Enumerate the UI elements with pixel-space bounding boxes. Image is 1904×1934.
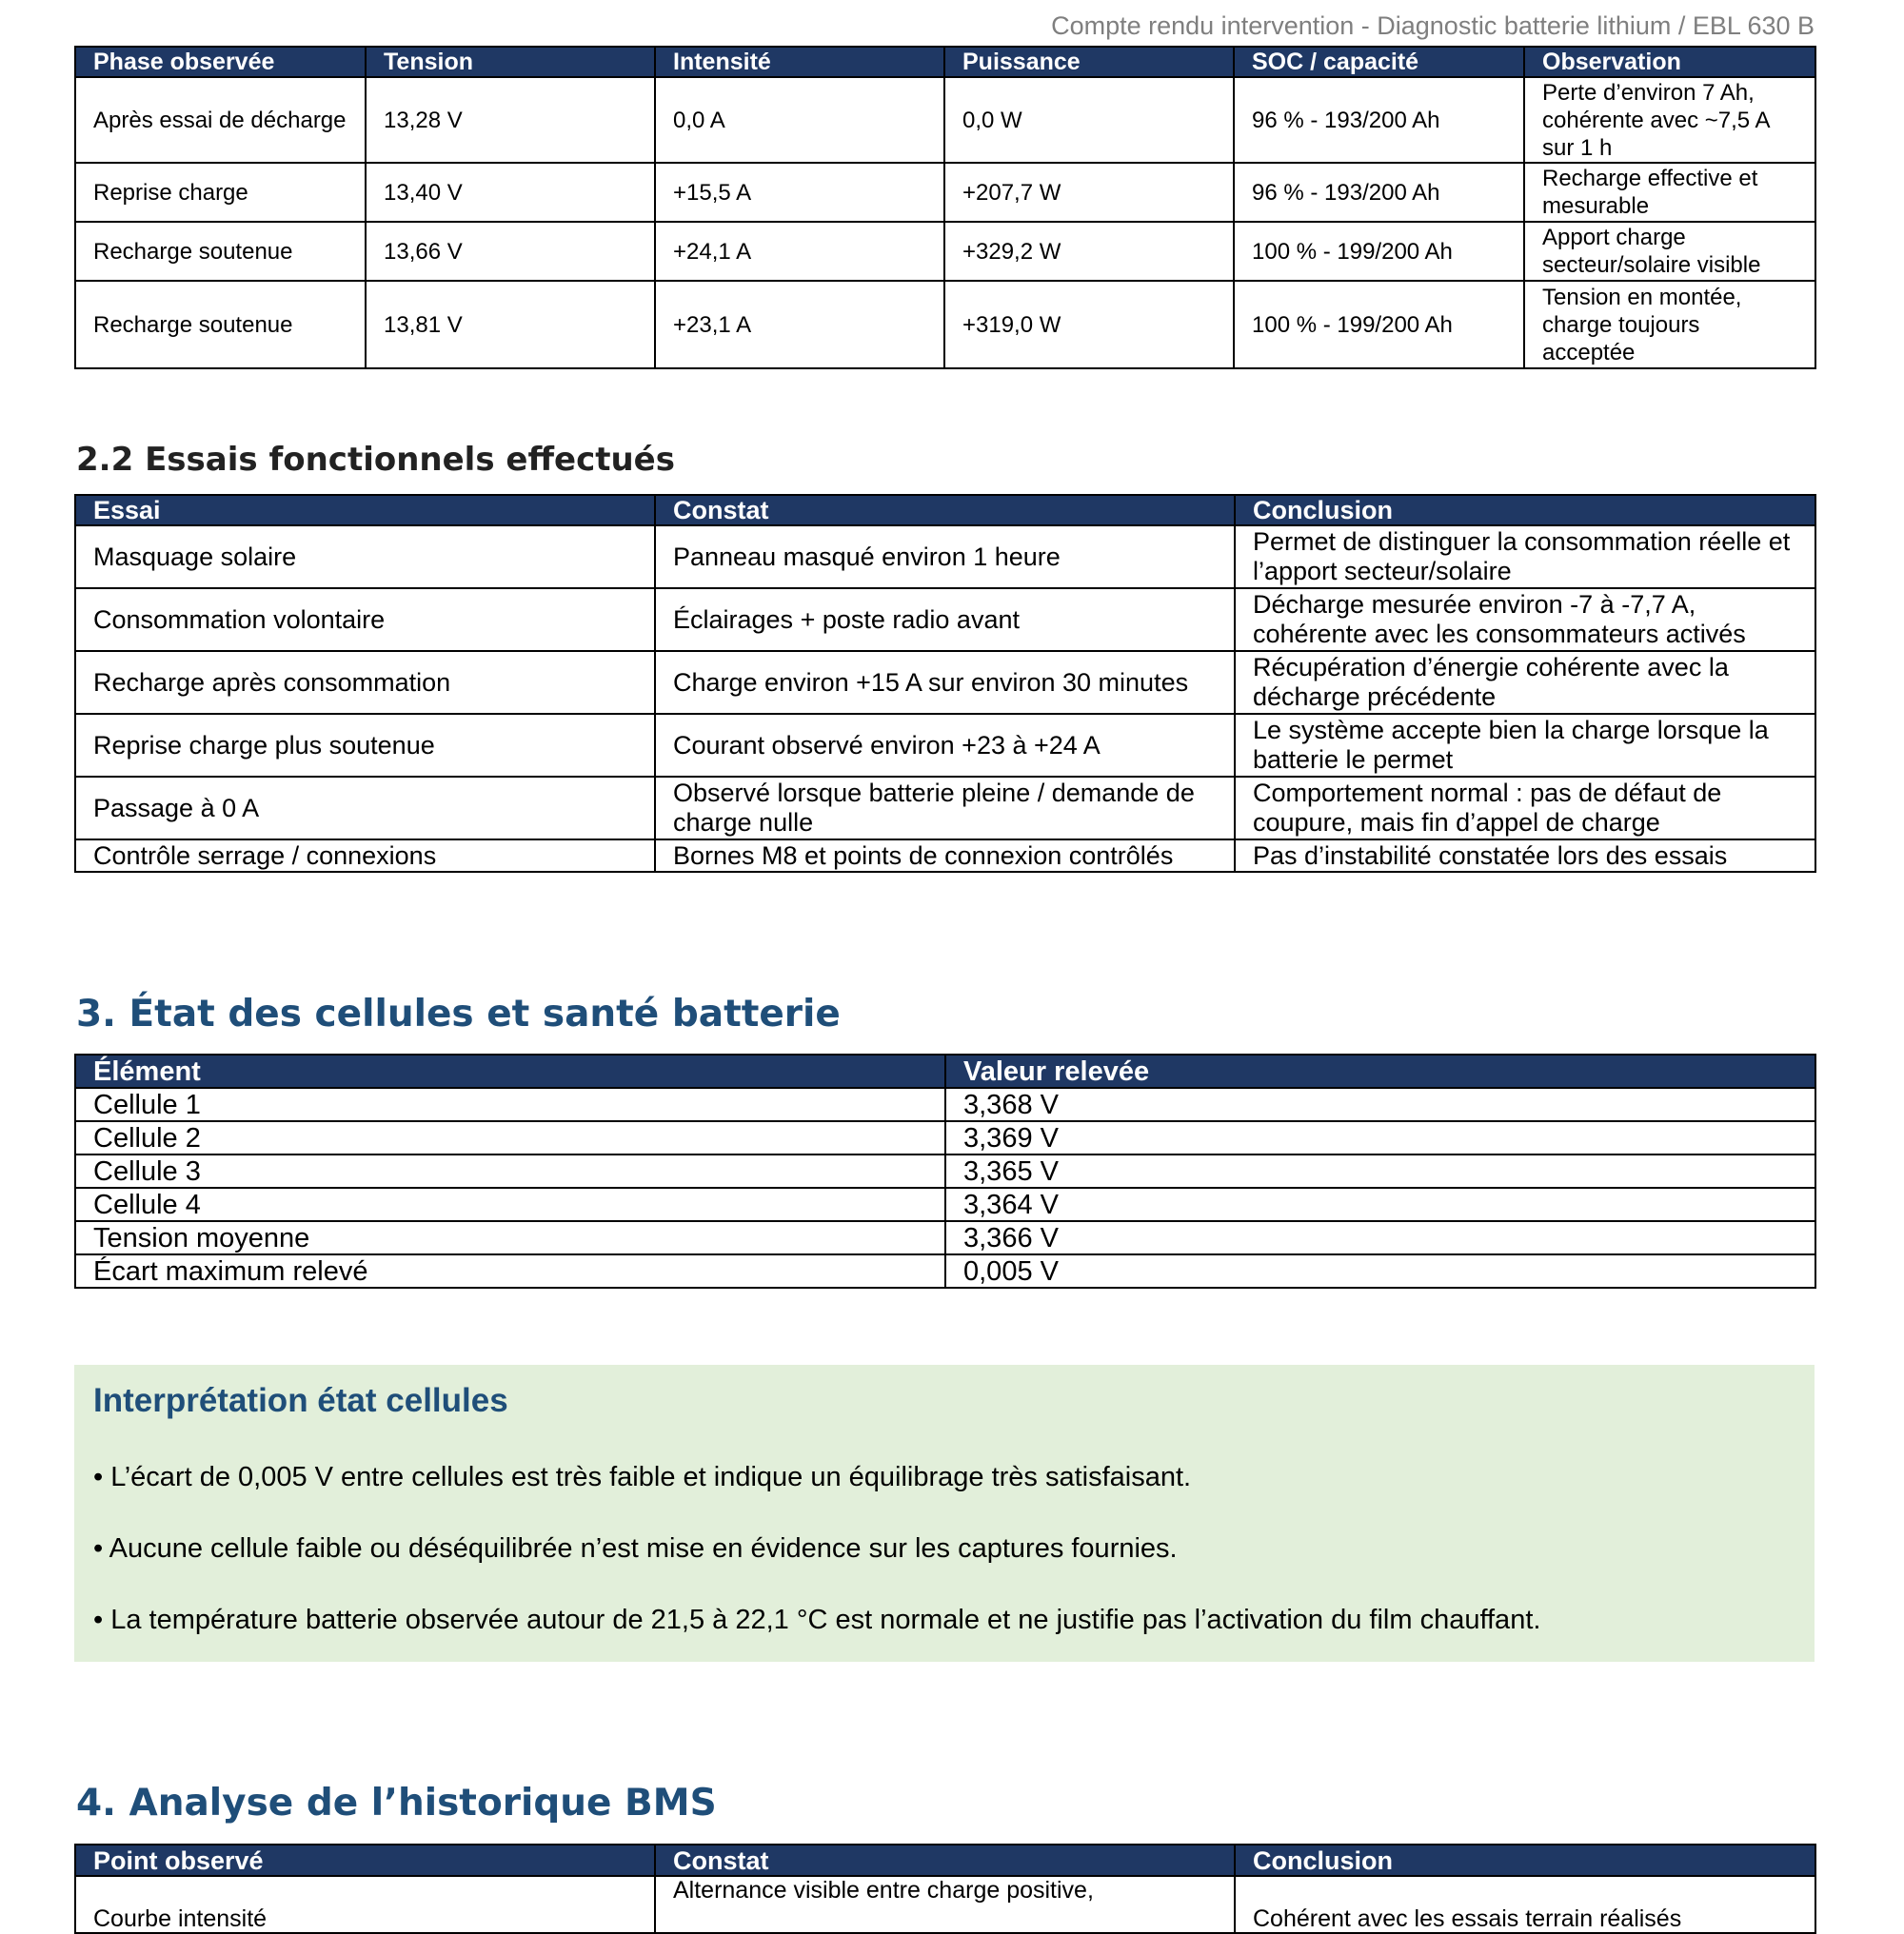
table-cell: Reprise charge plus soutenue [75, 714, 655, 777]
column-header: Tension [366, 47, 655, 77]
table-cell: 0,0 W [944, 77, 1234, 163]
table-cell: Apport charge secteur/solaire visible [1524, 222, 1815, 281]
table-row [75, 281, 1815, 368]
table-cell: 0,005 V [945, 1254, 1815, 1288]
table-cell: Cellule 1 [75, 1088, 945, 1121]
table-cell: Permet de distinguer la consommation réelle et l’apport secteur/solaire [1235, 525, 1815, 588]
callout-bullet: • Aucune cellule faible ou déséquilibrée n’est mise en évidence sur les captures fournies. [93, 1533, 1178, 1564]
table-cell: Consommation volontaire [75, 588, 655, 651]
column-header: Observation [1524, 47, 1815, 77]
table-header-row [75, 495, 1815, 525]
table-cell: 3,364 V [945, 1188, 1815, 1221]
table-cell: Le système accepte bien la charge lorsque la batterie le permet [1235, 714, 1815, 777]
table-cell: 96 % - 193/200 Ah [1234, 163, 1524, 222]
table-cell: 13,66 V [366, 222, 655, 281]
table-row [75, 839, 1815, 872]
table-cell: 100 % - 199/200 Ah [1234, 281, 1524, 368]
table-row [75, 1876, 1815, 1933]
table-cell: Alternance visible entre charge positive, [655, 1876, 1235, 1933]
table-row [75, 1154, 1815, 1188]
column-header: Point observé [75, 1845, 655, 1876]
section-2-2-title: 2.2 Essais fonctionnels effectués [76, 441, 675, 479]
table-row [75, 222, 1815, 281]
table-cell: 0,0 A [655, 77, 944, 163]
table-header-row [75, 47, 1815, 77]
table-cell: 3,369 V [945, 1121, 1815, 1154]
table-cell: 13,81 V [366, 281, 655, 368]
column-header: Élément [75, 1055, 945, 1088]
table-cell: Contrôle serrage / connexions [75, 839, 655, 872]
table-cell: 3,365 V [945, 1154, 1815, 1188]
table-cell: Charge environ +15 A sur environ 30 minutes [655, 651, 1235, 714]
table-row [75, 777, 1815, 839]
table-cell: Recharge soutenue [75, 281, 366, 368]
functional-tests-table [74, 494, 1816, 873]
table-row [75, 1121, 1815, 1154]
table-cell: Écart maximum relevé [75, 1254, 945, 1288]
bms-history-table [74, 1844, 1816, 1934]
table-cell: 3,366 V [945, 1221, 1815, 1254]
table-header-row [75, 1845, 1815, 1876]
table-cell: Cellule 3 [75, 1154, 945, 1188]
table-cell: Recharge effective et mesurable [1524, 163, 1815, 222]
table-cell: +24,1 A [655, 222, 944, 281]
table-cell: Tension moyenne [75, 1221, 945, 1254]
measures-table [74, 46, 1816, 369]
table-cell: Courant observé environ +23 à +24 A [655, 714, 1235, 777]
table-cell: Observé lorsque batterie pleine / demande de charge nulle [655, 777, 1235, 839]
table-cell: Recharge après consommation [75, 651, 655, 714]
table-cell: +207,7 W [944, 163, 1234, 222]
column-header: Puissance [944, 47, 1234, 77]
table-cell: Cohérent avec les essais terrain réalisés [1235, 1876, 1815, 1933]
table-cell: 3,368 V [945, 1088, 1815, 1121]
column-header: Phase observée [75, 47, 366, 77]
column-header: Constat [655, 1845, 1235, 1876]
callout-bullet: • L’écart de 0,005 V entre cellules est très faible et indique un équilibrage très satisfaisant. [93, 1462, 1192, 1492]
table-cell: +23,1 A [655, 281, 944, 368]
interpretation-callout [74, 1365, 1815, 1662]
table-row [75, 1188, 1815, 1221]
table-row [75, 714, 1815, 777]
callout-bullet: • La température batterie observée autour de 21,5 à 22,1 °C est normale et ne justifie pas l’activation du film chauffant. [93, 1605, 1541, 1635]
callout-title: Interprétation état cellules [93, 1382, 508, 1419]
table-cell: Récupération d’énergie cohérente avec la décharge précédente [1235, 651, 1815, 714]
section-4-title: 4. Analyse de l’historique BMS [76, 1782, 717, 1825]
column-header: Conclusion [1235, 495, 1815, 525]
table-row [75, 651, 1815, 714]
table-row [75, 1088, 1815, 1121]
table-cell: +15,5 A [655, 163, 944, 222]
table-cell: Après essai de décharge [75, 77, 366, 163]
column-header: Intensité [655, 47, 944, 77]
table-cell: Perte d’environ 7 Ah, cohérente avec ~7,5 A sur 1 h [1524, 77, 1815, 163]
table-cell: 13,40 V [366, 163, 655, 222]
table-cell: +329,2 W [944, 222, 1234, 281]
table-cell: Recharge soutenue [75, 222, 366, 281]
table-cell: Comportement normal : pas de défaut de coupure, mais fin d’appel de charge [1235, 777, 1815, 839]
table-cell: Cellule 4 [75, 1188, 945, 1221]
section-3-title: 3. État des cellules et santé batterie [76, 993, 841, 1036]
table-cell: 96 % - 193/200 Ah [1234, 77, 1524, 163]
table-cell: Éclairages + poste radio avant [655, 588, 1235, 651]
table-row [75, 1221, 1815, 1254]
cells-table [74, 1054, 1816, 1289]
table-cell: Courbe intensité [75, 1876, 655, 1933]
table-cell: 13,28 V [366, 77, 655, 163]
table-cell: Pas d’instabilité constatée lors des essais [1235, 839, 1815, 872]
column-header: Valeur relevée [945, 1055, 1815, 1088]
table-cell: Bornes M8 et points de connexion contrôlés [655, 839, 1235, 872]
table-header-row [75, 1055, 1815, 1088]
table-cell: +319,0 W [944, 281, 1234, 368]
table-cell: Passage à 0 A [75, 777, 655, 839]
table-cell: Panneau masqué environ 1 heure [655, 525, 1235, 588]
table-cell: Cellule 2 [75, 1121, 945, 1154]
table-row [75, 525, 1815, 588]
table-cell: Décharge mesurée environ -7 à -7,7 A, cohérente avec les consommateurs activés [1235, 588, 1815, 651]
column-header: Conclusion [1235, 1845, 1815, 1876]
table-row [75, 163, 1815, 222]
column-header: Constat [655, 495, 1235, 525]
table-row [75, 77, 1815, 163]
table-cell: Reprise charge [75, 163, 366, 222]
column-header: Essai [75, 495, 655, 525]
column-header: SOC / capacité [1234, 47, 1524, 77]
document-header: Compte rendu intervention - Diagnostic batterie lithium / EBL 630 B [1051, 11, 1815, 40]
table-row [75, 588, 1815, 651]
table-cell: 100 % - 199/200 Ah [1234, 222, 1524, 281]
table-row [75, 1254, 1815, 1288]
table-cell: Tension en montée, charge toujours acceptée [1524, 281, 1815, 368]
table-cell: Masquage solaire [75, 525, 655, 588]
